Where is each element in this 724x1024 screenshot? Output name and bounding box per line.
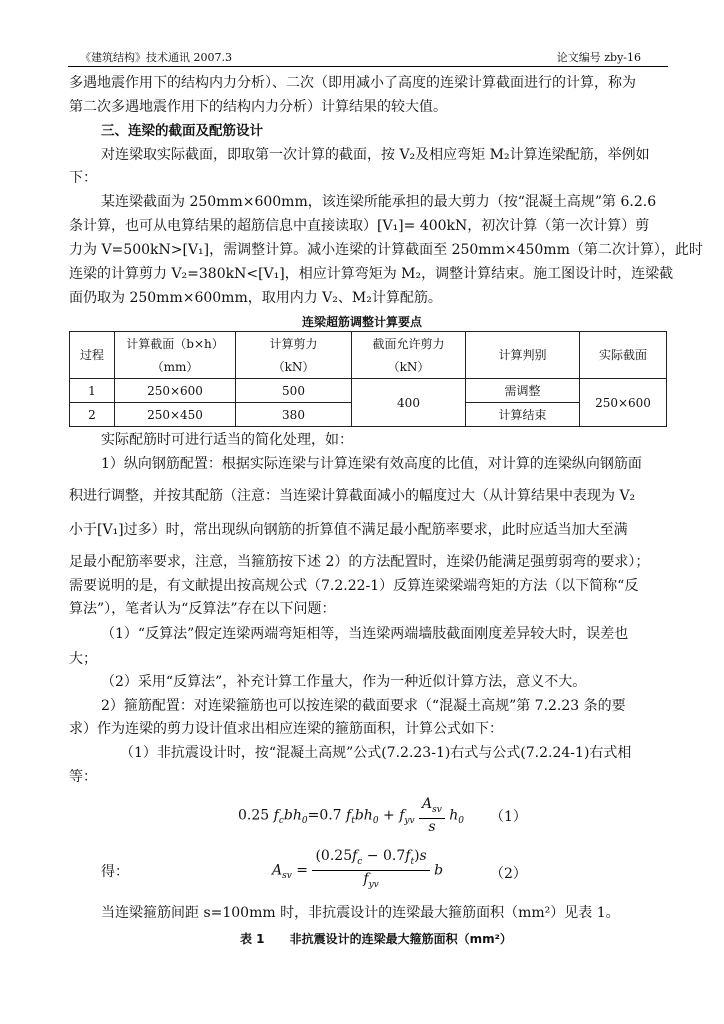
- header-cell: 计算剪力: [236, 332, 352, 356]
- paragraph-line: 等：: [69, 769, 97, 785]
- adjustment-table: [69, 331, 667, 427]
- paragraph-line: 连梁的计算剪力 V₂=380kN<[V₁]，相应计算弯矩为 M₂，调整计算结束。施工图设计时，连梁截: [69, 266, 674, 282]
- table-cell: 380: [236, 403, 352, 427]
- table-cell: 需调整: [466, 379, 580, 403]
- table-caption: 连梁超筋调整计算要点: [301, 315, 422, 329]
- header-cell: 截面允许剪力: [352, 332, 466, 356]
- paragraph-line: （2）采用“反算法”，补充计算工作量大，作为一种近似计算方法，意义不大。: [101, 674, 587, 690]
- paragraph-line: 2）箍筋配置：对连梁箍筋也可以按连梁的截面要求（“混凝土高规”第 7.2.23 条的要: [101, 698, 626, 714]
- header-cell: （mm）: [115, 355, 236, 379]
- header-cell: 计算判别: [466, 332, 580, 379]
- equation-number: （1）: [490, 809, 527, 825]
- paragraph-line: 某连梁截面为 250mm×600mm，该连梁所能承担的最大剪力（按“混凝土高规”第 6.2.6: [101, 194, 657, 210]
- paragraph-line: 下：: [69, 170, 97, 186]
- paragraph-line: 算法”），笔者认为“反算法”存在以下问题：: [69, 601, 336, 617]
- table-cell: 计算结束: [466, 403, 580, 427]
- de-label: 得：: [101, 864, 129, 880]
- paragraph-line: 第二次多遇地震作用下的结构内力分析）计算结果的较大值。: [69, 99, 447, 115]
- table-cell: 1: [70, 379, 115, 403]
- equation-number: （2）: [490, 866, 527, 882]
- header-cell: （kN）: [352, 355, 466, 379]
- paragraph-line: 当连梁箍筋间距 s=100mm 时，非抗震设计的连梁最大箍筋面积（mm²）见表 1。: [101, 905, 620, 921]
- table-cell: 250×600: [115, 379, 236, 403]
- header-cell: 计算截面（b×h）: [115, 332, 236, 356]
- paragraph-line: 实际配筋时可进行适当的简化处理，如：: [101, 432, 353, 448]
- table-cell: 250×450: [115, 403, 236, 427]
- table-cell: 250×600: [580, 379, 667, 427]
- paragraph-line: 面仍取为 250mm×600mm，取用内力 V₂、M₂计算配筋。: [69, 290, 442, 306]
- equation-1: 0.25 $f_cbh_0=0.7$ $f_tbh_0 + f_{yv}$ $\frac{A_{sv}}{s}$ $h_0$: [238, 796, 465, 835]
- table-cell: 400: [352, 379, 466, 427]
- paragraph-line: 求）作为连梁的剪力设计值求出相应连梁的箍筋面积，计算公式如下：: [69, 721, 503, 737]
- paragraph-line: 多遇地震作用下的结构内力分析）、二次（即用减小了高度的连梁计算截面进行的计算，称为: [69, 75, 636, 91]
- table-cell: 2: [70, 403, 115, 427]
- paragraph-line: 条计算，也可从电算结果的超筋信息中直接读取）[V₁]= 400kN，初次计算（第一次计算）剪: [69, 218, 650, 234]
- section-heading: 三、连梁的截面及配筋设计: [101, 123, 263, 139]
- header-paper-number: 论文编号 zby-16: [556, 51, 641, 64]
- header-rule: [68, 66, 668, 67]
- paragraph-line: （1）非抗震设计时，按“混凝土高规”公式(7.2.23-1)右式与公式(7.2.24-1)右式相: [120, 745, 632, 761]
- paragraph-line: （1）“反算法”假定连梁两端弯矩相等，当连梁两端墙肢截面刚度差异较大时，误差也: [101, 626, 629, 642]
- header-journal: 《建筑结构》技术通讯 2007.3: [80, 51, 232, 64]
- paragraph-line: 需要说明的是，有文献提出按高规公式（7.2.22-1）反算连梁梁端弯矩的方法（以下简称“反: [69, 578, 639, 594]
- paragraph-line: 足最小配筋率要求，注意，当箍筋按下述 2）的方法配置时，连梁仍能满足强剪弱弯的要求）；: [69, 554, 650, 570]
- table-cell: 500: [236, 379, 352, 403]
- table-caption: 表 1 非抗震设计的连梁最大箍筋面积（mm²）: [240, 932, 512, 946]
- paragraph-line: 大；: [69, 651, 97, 667]
- header-cell: 过程: [70, 332, 115, 379]
- paragraph-line: 对连梁取实际截面，即取第一次计算的截面，按 V₂及相应弯矩 M₂计算连梁配筋，举例如: [101, 147, 650, 163]
- paragraph-line: 小于[V₁]过多）时，常出现纵向钢筋的折算值不满足最小配筋率要求，此时应适当加大至满: [69, 522, 628, 538]
- paragraph-line: 1）纵向钢筋配置：根据实际连梁与计算连梁有效高度的比值，对计算的连梁纵向钢筋面: [101, 456, 642, 472]
- header-cell: （kN）: [236, 355, 352, 379]
- header-cell: 实际截面: [580, 332, 667, 379]
- paragraph-line: 力为 V=500kN>[V₁]，需调整计算。减小连梁的计算截面至 250mm×450mm（第二次计算），此时: [69, 242, 703, 258]
- equation-2: $A_{sv}$ = $\frac{(0.25f_c - 0.7f_t)s}{f_{yv}}$ b: [272, 848, 444, 890]
- paragraph-line: 积进行调整，并按其配筋（注意：当连梁计算截面减小的幅度过大（从计算结果中表现为 V₂: [69, 488, 636, 504]
